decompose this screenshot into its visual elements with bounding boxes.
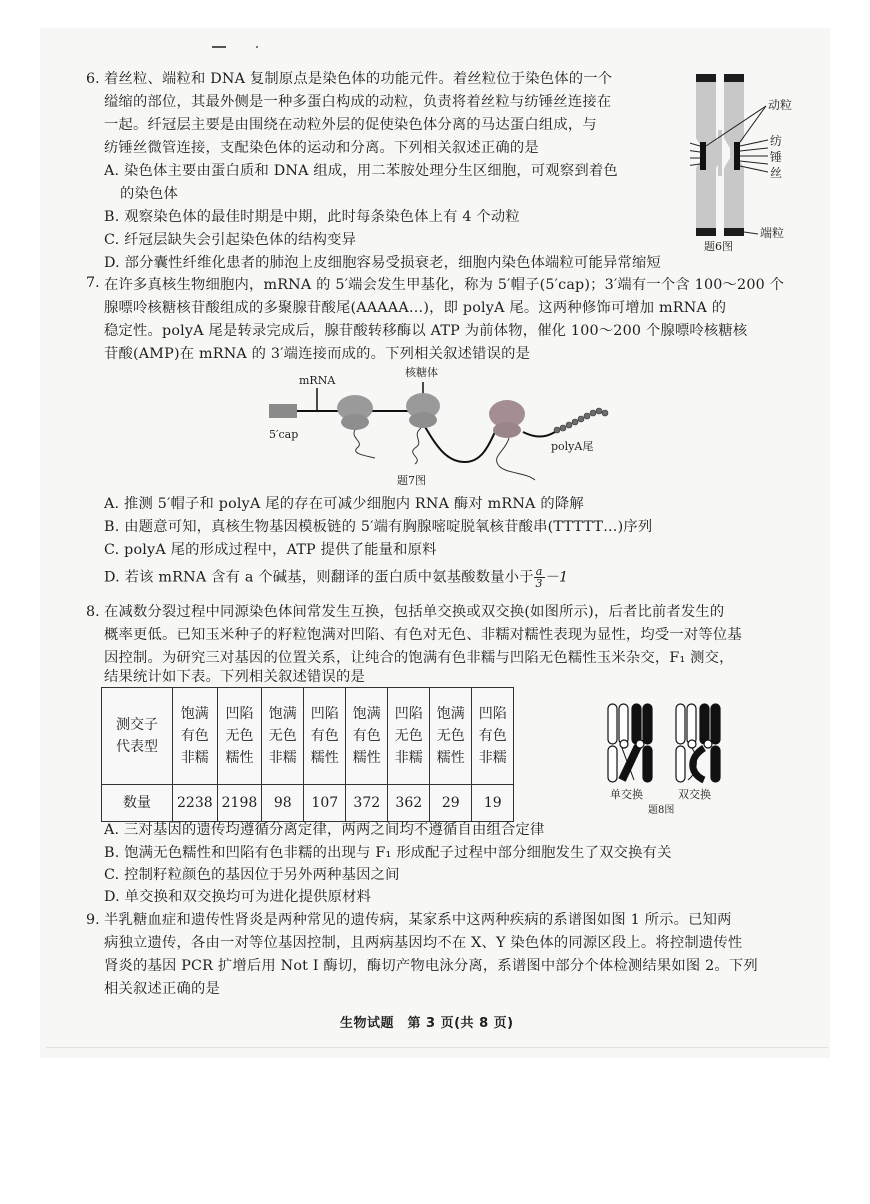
phenotype-cell: 饱满 无色 非糯 — [262, 688, 304, 785]
question-8-stem-line: 因控制。为研究三对基因的位置关系，让纯合的饱满有色非糯与凹陷无色糯性玉米杂交，F₁ 测交， — [104, 650, 734, 666]
label-single-crossover: 单交换 — [610, 788, 643, 801]
fraction: $\frac{a}{3}$ — [535, 565, 543, 590]
question-9-number: 9. — [86, 912, 100, 928]
phenotype-cell: 凹陷 无色 糯性 — [217, 688, 262, 785]
question-6-stem-line: 一起。纤冠层主要是由围绕在动粒外层的促使染色体分离的马达蛋白组成，与 — [104, 117, 597, 133]
question-9-stem-line: 半乳糖血症和遗传性肾炎是两种常见的遗传病，某家系中这两种疾病的系谱图如图 1 所示。已知两 — [104, 912, 732, 928]
label-spindle-3: 丝 — [770, 166, 783, 180]
count-cell: 2198 — [217, 785, 262, 822]
phenotype-cell: 饱满 有色 非糯 — [173, 688, 218, 785]
question-7-stem-line: 苷酸(AMP)在 mRNA 的 3′端连接而成的。下列相关叙述错误的是 — [104, 346, 531, 362]
row-header-count: 数量 — [102, 785, 173, 822]
question-7-option-b[interactable]: B. 由题意可知，真核生物基因模板链的 5′端有胸腺嘧啶脱氧核苷酸串(TTTTT…)序列 — [104, 519, 653, 535]
phenotype-cell: 凹陷 有色 糯性 — [304, 688, 346, 785]
figure-7-translation — [255, 362, 635, 492]
count-cell: 107 — [304, 785, 346, 822]
question-8-number: 8. — [86, 604, 100, 620]
figure-7-caption: 题7图 — [397, 474, 426, 487]
phenotype-cell: 饱满 有色 糯性 — [346, 688, 388, 785]
figure-6-caption: 题6图 — [704, 240, 733, 253]
figure-6-chromosome — [690, 68, 800, 258]
testcross-results-table — [101, 687, 514, 822]
figure-8-crossover — [600, 700, 740, 825]
count-cell: 29 — [430, 785, 472, 822]
count-cell: 98 — [262, 785, 304, 822]
question-7-option-d[interactable]: D. 若该 mRNA 含有 a 个碱基，则翻译的蛋白质中氨基酸数量小于 $\frac{a}{3}$ －1 — [104, 565, 569, 590]
question-6-option-a-cont: 的染色体 — [120, 186, 178, 202]
question-9-stem-line: 相关叙述正确的是 — [104, 981, 220, 997]
count-cell: 19 — [472, 785, 514, 822]
label-double-crossover: 双交换 — [678, 788, 711, 801]
question-7-number: 7. — [86, 275, 100, 291]
question-8-stem-line: 结果统计如下表。下列相关叙述错误的是 — [104, 669, 365, 685]
count-cell: 362 — [388, 785, 430, 822]
scan-artifact — [256, 46, 258, 48]
phenotype-cell: 凹陷 无色 非糯 — [388, 688, 430, 785]
question-7-stem-line: 稳定性。polyA 尾是转录完成后，腺苷酸转移酶以 ATP 为前体物，催化 100～200 个腺嘌呤核糖核 — [104, 323, 748, 339]
page-divider — [46, 1047, 828, 1048]
question-7-stem-line: 在许多真核生物细胞内，mRNA 的 5′端会发生甲基化，称为 5′帽子(5′cap)；3′端有一个含 100～200 个 — [104, 277, 785, 293]
question-8-option-b[interactable]: B. 饱满无色糯性和凹陷有色非糯的出现与 F₁ 形成配子过程中部分细胞发生了双交换有关 — [104, 845, 672, 861]
question-6-number: 6. — [86, 71, 100, 87]
question-7-option-c[interactable]: C. polyA 尾的形成过程中，ATP 提供了能量和原料 — [104, 542, 437, 558]
question-6-option-d[interactable]: D. 部分囊性纤维化患者的肺泡上皮细胞容易受损衰老，细胞内染色体端粒可能异常缩短 — [104, 255, 662, 271]
question-6-option-a[interactable]: A. 染色体主要由蛋白质和 DNA 组成，用二苯胺处理分生区细胞，可观察到着色 — [104, 163, 618, 179]
question-6-option-c[interactable]: C. 纤冠层缺失会引起染色体的结构变异 — [104, 232, 357, 248]
question-9-stem-line: 肾炎的基因 PCR 扩增后用 Not Ⅰ 酶切，酶切产物电泳分离，系谱图中部分个体检测结果如图 2。下列 — [104, 958, 758, 974]
phenotype-cell: 凹陷 有色 非糯 — [472, 688, 514, 785]
question-7-option-a[interactable]: A. 推测 5′帽子和 polyA 尾的存在可减少细胞内 RNA 酶对 mRNA 的降解 — [104, 496, 584, 512]
question-8-stem-line: 在减数分裂过程中同源染色体间常发生互换，包括单交换或双交换(如图所示)，后者比前者发生的 — [104, 604, 725, 620]
page-footer: 生物试题 第 3 页(共 8 页) — [340, 1016, 514, 1031]
question-8-option-d[interactable]: D. 单交换和双交换均可为进化提供原材料 — [104, 889, 372, 905]
label-5-cap: 5′cap — [269, 428, 299, 441]
label-kinetochore: 动粒 — [768, 98, 793, 112]
question-8-stem-line: 概率更低。已知玉米种子的籽粒饱满对凹陷、有色对无色、非糯对糯性表现为显性，均受一对等位基 — [104, 627, 742, 643]
phenotype-cell: 饱满 无色 糯性 — [430, 688, 472, 785]
scan-artifact — [212, 46, 226, 48]
label-spindle-1: 纺 — [770, 134, 783, 148]
label-mrna: mRNA — [299, 374, 336, 387]
row-header-phenotype: 测交子 代表型 — [102, 688, 173, 785]
count-cell: 2238 — [173, 785, 218, 822]
question-8-option-c[interactable]: C. 控制籽粒颜色的基因位于另外两种基因之间 — [104, 867, 400, 883]
question-6-stem-line: 着丝粒、端粒和 DNA 复制原点是染色体的功能元件。着丝粒位于染色体的一个 — [104, 71, 613, 87]
question-7-stem-line: 腺嘌呤核糖核苷酸组成的多聚腺苷酸尾(AAAAA…)，即 polyA 尾。这两种修饰可增加 mRNA 的 — [104, 300, 727, 316]
label-spindle-2: 锤 — [770, 150, 783, 164]
question-6-stem-line: 缢缩的部位，其最外侧是一种多蛋白构成的动粒，负责将着丝粒与纺锤丝连接在 — [104, 94, 612, 110]
label-polya-tail: polyA尾 — [551, 440, 594, 453]
table-count-row — [102, 785, 514, 822]
table-header-row — [102, 688, 514, 785]
figure-8-caption: 题8图 — [648, 805, 675, 816]
question-6-option-b[interactable]: B. 观察染色体的最佳时期是中期，此时每条染色体上有 4 个动粒 — [104, 209, 520, 225]
count-cell: 372 — [346, 785, 388, 822]
label-ribosome: 核糖体 — [405, 366, 438, 379]
label-telomere: 端粒 — [760, 226, 785, 240]
crossover-diagram — [600, 700, 740, 790]
question-8-option-a[interactable]: A. 三对基因的遗传均遵循分离定律，两两之间均不遵循自由组合定律 — [104, 822, 545, 838]
question-9-stem-line: 病独立遗传，各由一对等位基因控制，且两病基因均不在 X、Y 染色体的同源区段上。将控制遗传性 — [104, 935, 743, 951]
question-6-stem-line: 纺锤丝微管连接，支配染色体的运动和分离。下列相关叙述正确的是 — [104, 140, 539, 156]
